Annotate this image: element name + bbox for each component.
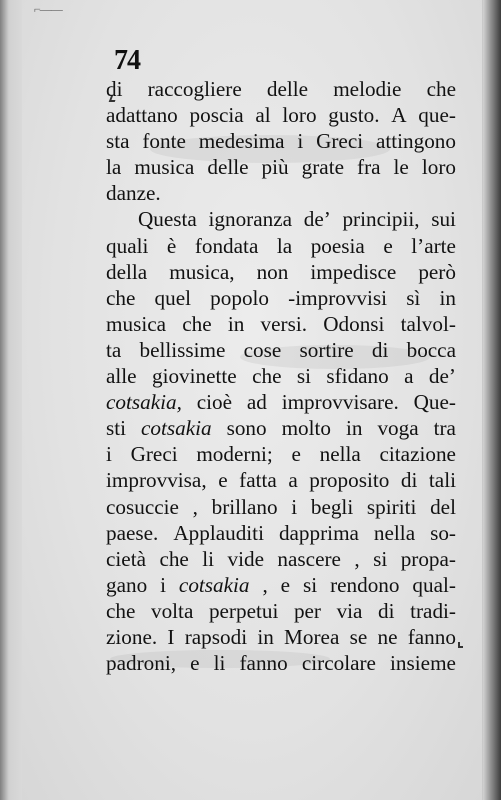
word: moderni; bbox=[196, 442, 273, 467]
word: A bbox=[391, 103, 407, 128]
word: per bbox=[293, 598, 321, 623]
word: grate bbox=[301, 155, 344, 180]
word: raccogliere bbox=[147, 77, 242, 101]
word: begli bbox=[310, 494, 354, 519]
page-number: 74 bbox=[114, 45, 140, 76]
word: la bbox=[276, 233, 293, 258]
word: gusto. bbox=[328, 103, 380, 128]
word: fanno bbox=[407, 624, 456, 649]
left-scan-edge bbox=[0, 0, 8, 800]
word: in bbox=[346, 416, 363, 441]
word: poscia bbox=[189, 103, 244, 128]
word: paese. bbox=[106, 520, 159, 545]
text-line bbox=[106, 650, 456, 676]
word: di bbox=[106, 77, 123, 101]
word: voga bbox=[377, 416, 419, 441]
word: adattano bbox=[106, 103, 178, 128]
word: popolo bbox=[210, 285, 270, 310]
word: ne bbox=[377, 624, 398, 649]
word: giovinette bbox=[151, 364, 237, 389]
paragraph-1 bbox=[106, 76, 456, 206]
word: di bbox=[400, 468, 418, 493]
word: melodie bbox=[333, 77, 402, 101]
word: musica, bbox=[169, 259, 235, 284]
word: in bbox=[257, 624, 274, 649]
word: e bbox=[218, 468, 228, 493]
word: la bbox=[106, 155, 122, 180]
text-line bbox=[106, 206, 456, 232]
word: rapsodi bbox=[184, 624, 248, 649]
word: Greci bbox=[316, 129, 364, 154]
word: fra bbox=[357, 155, 381, 180]
word: Questa bbox=[138, 207, 197, 232]
word: a bbox=[288, 468, 298, 493]
word: so- bbox=[430, 520, 456, 545]
text-line bbox=[106, 441, 456, 467]
word: cioè bbox=[196, 390, 233, 415]
word: nella bbox=[319, 442, 361, 467]
italic-word: cotsakia bbox=[178, 572, 250, 597]
word: cietà bbox=[106, 546, 146, 571]
word: fonte bbox=[142, 129, 186, 154]
word: medesima bbox=[198, 129, 285, 154]
word: proposito bbox=[309, 468, 390, 493]
word: e bbox=[280, 572, 291, 597]
word: improvvisare. bbox=[281, 390, 399, 415]
word: che bbox=[159, 546, 189, 571]
word: circolare bbox=[301, 651, 376, 676]
word: cosuccie bbox=[106, 494, 179, 519]
word: loro bbox=[421, 155, 456, 180]
word: e bbox=[383, 233, 393, 258]
word: -improvvisi bbox=[288, 285, 388, 310]
word: propa- bbox=[400, 546, 456, 571]
word: musica bbox=[134, 155, 195, 180]
italic-word: cotsakia bbox=[141, 416, 212, 441]
word: gano bbox=[106, 572, 148, 597]
word: in bbox=[439, 285, 456, 310]
word: Applauditi bbox=[173, 520, 264, 545]
word: qual- bbox=[412, 572, 456, 597]
word: di bbox=[371, 337, 389, 362]
word: vide bbox=[227, 546, 264, 571]
text-line bbox=[106, 598, 456, 624]
text-line bbox=[106, 337, 456, 363]
word: zione. bbox=[106, 624, 158, 649]
word: volta bbox=[150, 598, 194, 623]
word: perpetui bbox=[208, 598, 279, 623]
word: via bbox=[336, 598, 363, 623]
word: delle bbox=[207, 155, 249, 180]
word: attingono bbox=[375, 129, 456, 154]
word: improvvisa, bbox=[106, 468, 207, 493]
text-line bbox=[106, 363, 456, 389]
word: de’ bbox=[303, 207, 331, 232]
word: loro bbox=[282, 103, 317, 128]
word: cose bbox=[243, 337, 282, 362]
print-mark bbox=[458, 642, 463, 648]
word: quel bbox=[154, 285, 192, 310]
text-line bbox=[106, 572, 456, 598]
word: si bbox=[373, 546, 388, 571]
text-line bbox=[106, 128, 456, 154]
word: de’ bbox=[428, 364, 456, 389]
word: ad bbox=[246, 390, 267, 415]
word: molto bbox=[281, 416, 332, 441]
word: Greci bbox=[130, 442, 178, 467]
word: a bbox=[404, 364, 414, 389]
word: quali bbox=[106, 233, 149, 258]
word: della bbox=[106, 259, 148, 284]
word: sta bbox=[106, 129, 130, 154]
word: musica bbox=[106, 311, 167, 336]
text-line bbox=[106, 624, 456, 650]
word: del bbox=[430, 494, 456, 519]
word: i bbox=[106, 442, 112, 467]
word: che bbox=[252, 364, 282, 389]
word: al bbox=[255, 103, 271, 128]
word: che bbox=[426, 77, 456, 101]
text-line bbox=[106, 76, 456, 102]
word: , bbox=[262, 572, 268, 597]
paragraph-2 bbox=[106, 206, 456, 676]
word: che bbox=[106, 598, 136, 623]
text-line bbox=[106, 546, 456, 572]
word: brillano bbox=[211, 494, 278, 519]
text-line bbox=[106, 233, 456, 259]
word: i bbox=[291, 494, 298, 519]
word: l’arte bbox=[411, 233, 456, 258]
word: però bbox=[418, 259, 456, 284]
word: dapprima bbox=[278, 520, 359, 545]
text-line bbox=[106, 415, 456, 441]
right-page-edge bbox=[483, 0, 501, 800]
word: i bbox=[160, 572, 166, 597]
word: sortire bbox=[299, 337, 354, 362]
word: poesia bbox=[310, 233, 365, 258]
word: nella bbox=[373, 520, 416, 545]
word: sui bbox=[431, 207, 456, 232]
text-line bbox=[106, 520, 456, 546]
word: fanno bbox=[239, 651, 288, 676]
text-line bbox=[106, 389, 456, 415]
word: alle bbox=[106, 364, 137, 389]
word: in bbox=[227, 311, 245, 336]
text-line bbox=[106, 154, 456, 180]
word: Morea bbox=[284, 624, 340, 649]
word: Odonsi bbox=[323, 311, 385, 336]
word: sfidano bbox=[326, 364, 389, 389]
word: Que- bbox=[413, 390, 456, 415]
word: fondata bbox=[194, 233, 259, 258]
word: li bbox=[213, 651, 226, 676]
word: di bbox=[378, 598, 395, 623]
word: tali bbox=[428, 468, 456, 493]
word: padroni, bbox=[106, 651, 177, 676]
word: citazione bbox=[379, 442, 456, 467]
word: le bbox=[393, 155, 409, 180]
word: i bbox=[297, 129, 304, 154]
italic-word: cotsakia, bbox=[106, 390, 182, 415]
text-line bbox=[106, 102, 456, 128]
word: nascere bbox=[277, 546, 341, 571]
word: I bbox=[167, 624, 175, 649]
text-line bbox=[106, 259, 456, 285]
word: è bbox=[166, 233, 177, 258]
text-line bbox=[106, 494, 456, 520]
word: danze. bbox=[106, 181, 161, 206]
word: ignoranza bbox=[208, 207, 293, 232]
body-text bbox=[106, 76, 456, 676]
word: principii, bbox=[342, 207, 420, 232]
word: si bbox=[303, 572, 318, 597]
word: e bbox=[190, 651, 200, 676]
text-line bbox=[106, 467, 456, 493]
word: se bbox=[349, 624, 368, 649]
word: non bbox=[256, 259, 289, 284]
word: versi. bbox=[260, 311, 307, 336]
word: si bbox=[296, 364, 311, 389]
word: , bbox=[354, 546, 360, 571]
text-line bbox=[106, 285, 456, 311]
word: insieme bbox=[390, 651, 456, 676]
text-line bbox=[106, 311, 456, 337]
word: sono bbox=[226, 416, 267, 441]
word: bellissime bbox=[139, 337, 226, 362]
word: spiriti bbox=[366, 494, 417, 519]
word: che bbox=[182, 311, 212, 336]
word: , bbox=[192, 494, 198, 519]
word: delle bbox=[266, 77, 309, 101]
word: li bbox=[202, 546, 215, 571]
word: que- bbox=[418, 103, 456, 128]
word: talvol- bbox=[400, 311, 456, 336]
word: sti bbox=[106, 416, 127, 441]
word: tra bbox=[433, 416, 456, 441]
word: bocca bbox=[406, 337, 456, 362]
word: che bbox=[106, 285, 136, 310]
text-line bbox=[106, 180, 456, 206]
word: ta bbox=[106, 337, 122, 362]
word: fatta bbox=[239, 468, 277, 493]
word: impedisce bbox=[310, 259, 397, 284]
word: più bbox=[261, 155, 289, 180]
word: e bbox=[291, 442, 301, 467]
word: tradi- bbox=[410, 598, 456, 623]
corner-mark: ⌐—— bbox=[34, 2, 62, 16]
word: sì bbox=[406, 285, 421, 310]
word: rendono bbox=[330, 572, 400, 597]
